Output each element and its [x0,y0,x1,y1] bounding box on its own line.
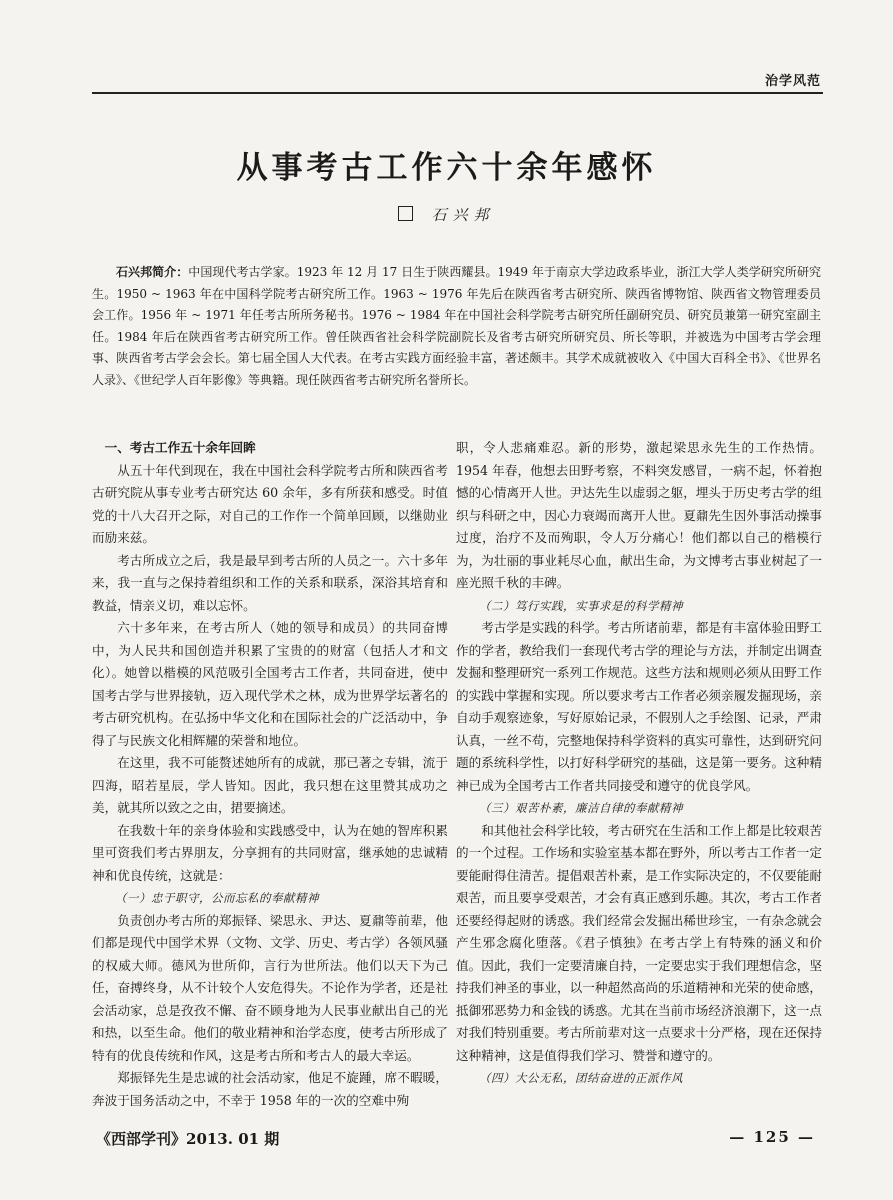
paragraph: 负责创办考古所的郑振铎、梁思永、尹达、夏鼐等前辈，他们都是现代中国学术界（文物、文学、历史、考古学）各领风骚的权威大师。德风为世所仰，言行为世所法。他们以天下为己任，奋搏终身，从不计较个人安危得失。不论作为学者，还是社会活动家，总是孜孜不懈、奋不顾身地为人民事业献出自己的光和热，以至生命。他们的敬业精神和治学态度，使考古所形成了特有的优良传统和作风，这是考古所和考古人的最大幸运。 [92,912,448,1063]
page-number: — 125 — [729,1128,815,1146]
paragraph: 和其他社会科学比较，考古研究在生活和工作上都是比较艰苦的一个过程。工作场和实验室基本都在野外，所以考古工作者一定要能耐得住清苦。提倡艰苦朴素，是工作实际决定的，不仅要能耐艰苦，而且要享受艰苦，才会有真正感到乐趣。其次，考古工作者还要经得起财的诱惑。我们经常会发掘出稀世珍宝，一有杂念就会产生邪念腐化堕落。《君子慎独》在考古学上有特殊的涵义和价值。因此，我们一定要清廉自持，一定要忠实于我们理想信念，坚持我们神圣的事业，以一种超然高尚的乐道精神和光荣的使命感，抵御邪恶势力和金钱的诱惑。尤其在当前市场经济浪潮下，这一点对我们特别重要。考古所前辈对这一点要求十分严格，现在还保持这种精神，这是值得我们学习、赞誉和遵守的。 [456,822,822,1063]
left-column [92,437,448,1112]
author-byline [0,204,893,225]
article-title: 从事考古工作六十余年感怀 [236,150,657,186]
paragraph: 在我数十年的亲身体验和实践感受中，认为在她的智库积累里可资我们考古界朋友，分享拥有的共同财富，继承她的忠诚精神和优良传统，这就是： [92,822,448,883]
right-column [456,437,822,1090]
header-rule [92,92,823,94]
author-name: 石兴邦 [431,206,495,224]
subsection-heading: （三）艰苦朴素，廉洁自律的奉献精神 [479,801,683,815]
author-bio [92,262,821,391]
paragraph: 六十多年来，在考古所人（她的领导和成员）的共同奋博中，为人民共和国创造并积累了宝贵的的财富（包括人才和文化）。她曾以楷模的风范吸引全国考古工作者，共同奋进，使中国考古学与世界接轨，迈入现代学术之林，成为世界学坛著名的考古研究机构。在弘扬中华文化和在国际社会的广泛活动中，争得了与民族文化相辉耀的荣誉和地位。 [92,620,448,748]
bio-text: 中国现代考古学家。1923 年 12 月 17 日生于陕西耀县。1949 年于南京大学边政系毕业，浙江大学人类学研究所研究生。1950 ~ 1963 年在中国科学院考古研究所工作。1963 ~ 1976 年先后在陕西省考古研究所、陕西省博物馆、陕西省文物管理委员会工作。1956 年 ~ 1971 年任考古所所务秘书。1976 ~ 1984 年在中国社会科学院考古研究所任副研究员、研究员兼第一研究室副主任。1984 年后在陕西省考古研究所工作。曾任陕西省社会科学院副院长及省考古研究所研究员、所长等职，并被选为中国考古学会理事、陕西省考古学会会长。第七届全国人大代表。在考古实践方面经验丰富，著述颇丰。其学术成就被收入《中国大百科全书》、《世界名人录》、《世纪学人百年影像》等典籍。现任陕西省考古研究所名誉所长。 [92,265,821,387]
section-tag: 治学风范 [764,74,821,89]
section-heading: 一、考古工作五十余年回眸 [104,440,256,455]
paragraph: 考古所成立之后，我是最早到考古所的人员之一。六十多年来，我一直与之保持着组织和工作的关系和联系，深浴其培育和教益，情亲义切，难以忘怀。 [92,552,448,613]
paragraph: 在这里，我不可能赘述她所有的成就，那已著之专辑，流于四海，昭若星辰，学人皆知。因此，我只想在这里赞其成功之美，就其所以致之之由，捃要摘述。 [92,755,448,815]
subsection-heading: （二）笃行实践，实事求是的科学精神 [479,598,683,613]
bio-lead: 石兴邦简介： [116,265,189,279]
paragraph: 职，令人悲痛难忍。新的形势，激起梁思永先生的工作热情。1954 年春，他想去田野考察，不料突发感冒，一病不起，怀着抱憾的心情离开人世。尹达先生以虚弱之躯，埋头于历史考古学的组织与科研之中，因心力衰竭而离开人世。夏鼐先生因外事活动操事过度，治疗不及而殉职，令人万分痛心！他们都以自己的楷模行为，为壮丽的事业耗尽心血，献出生命，为文博考古事业树起了一座光照千秋的丰碑。 [456,440,822,590]
paragraph: 从五十年代到现在，我在中国社会科学院考古所和陕西省考古研究院从事专业考古研究达 60 余年，多有所获和感受。时值党的十八大召开之际，对自己的工作作一个简单回顾，以继勋业而励来兹。 [92,462,448,545]
journal-issue: 《西部学刊》2013. 01 期 [96,1130,280,1148]
paragraph: 考古学是实践的科学。考古所诸前辈，都是有丰富体验田野工作的学者，教给我们一套现代考古学的理论与方法，并制定出调查发掘和整理研究一系列工作规范。这些方法和规则必须从田野工作的实践中掌握和实现。所以要求考古工作者必须亲履发掘现场，亲自动手观察迹象，写好原始记录，不假别人之手绘图、记录，严肃认真，一丝不苟，完整地保持科学资料的真实可靠性，达到研究问题的系统科学性，以打好科学研究的基础，这是第一要务。这种精神已成为全国考古工作者共同接受和遵守的优良学风。 [456,620,822,793]
subsection-heading: （一）忠于职守，公而忘私的奉献精神 [115,891,319,905]
box-marker-icon [398,206,413,221]
paragraph: 郑振铎先生是忠诚的社会活动家，他足不旋踵，席不暇暖，奔波于国务活动之中，不幸于 1958 年的一次的空难中殉 [92,1070,448,1108]
subsection-heading: （四）大公无私，团结奋进的正派作风 [479,1071,683,1085]
